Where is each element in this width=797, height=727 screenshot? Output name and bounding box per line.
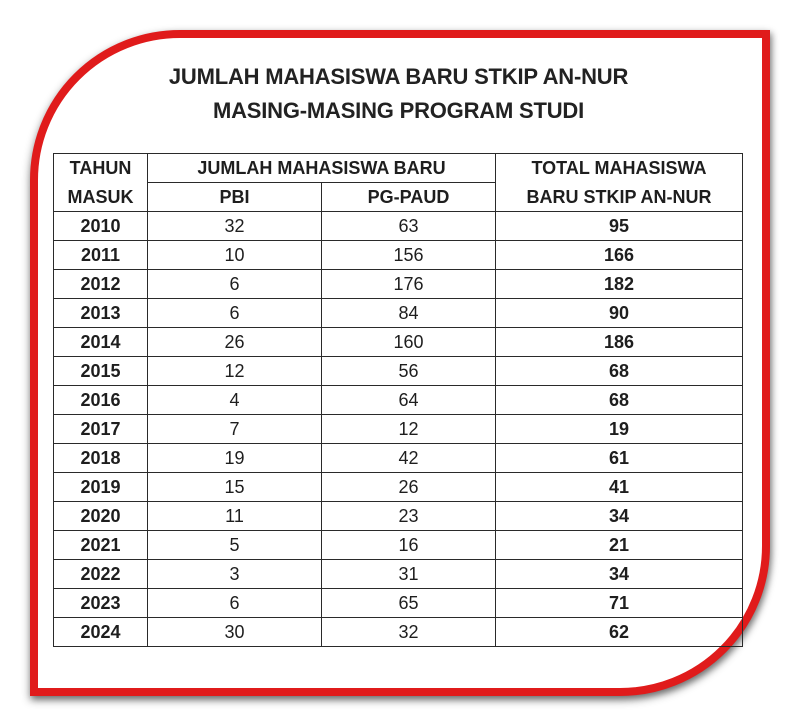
- pbi-cell: 4: [148, 386, 322, 415]
- pbi-cell: 11: [148, 502, 322, 531]
- total-cell: 182: [496, 270, 743, 299]
- table-row: [54, 386, 743, 415]
- header-total-line-1: TOTAL MAHASISWA: [496, 154, 743, 183]
- header-total-line-2: BARU STKIP AN-NUR: [496, 183, 743, 212]
- header-year-line-1: TAHUN: [54, 154, 148, 183]
- year-cell: 2019: [54, 473, 148, 502]
- year-cell: 2015: [54, 357, 148, 386]
- document-title-line-1: JUMLAH MAHASISWA BARU STKIP AN-NUR: [168, 64, 629, 89]
- pbi-cell: 15: [148, 473, 322, 502]
- table-row: [54, 241, 743, 270]
- pg-paud-cell: 160: [322, 328, 496, 357]
- pg-paud-cell: 26: [322, 473, 496, 502]
- total-cell: 34: [496, 560, 743, 589]
- table-header-row-1: [54, 154, 743, 183]
- pbi-cell: 19: [148, 444, 322, 473]
- total-cell: 71: [496, 589, 743, 618]
- year-cell: 2022: [54, 560, 148, 589]
- table-row: [54, 212, 743, 241]
- pbi-cell: 3: [148, 560, 322, 589]
- year-cell: 2013: [54, 299, 148, 328]
- year-cell: 2014: [54, 328, 148, 357]
- total-cell: 68: [496, 386, 743, 415]
- pg-paud-cell: 156: [322, 241, 496, 270]
- table-row: [54, 415, 743, 444]
- table-row: [54, 560, 743, 589]
- table-row: [54, 473, 743, 502]
- table-row: [54, 270, 743, 299]
- total-cell: 61: [496, 444, 743, 473]
- pg-paud-cell: 23: [322, 502, 496, 531]
- year-cell: 2010: [54, 212, 148, 241]
- student-enrollment-table: [53, 153, 743, 647]
- table-row: [54, 589, 743, 618]
- pg-paud-cell: 16: [322, 531, 496, 560]
- header-new-students-group: JUMLAH MAHASISWA BARU: [148, 154, 496, 183]
- pg-paud-cell: 31: [322, 560, 496, 589]
- year-cell: 2017: [54, 415, 148, 444]
- year-cell: 2023: [54, 589, 148, 618]
- pg-paud-cell: 64: [322, 386, 496, 415]
- pbi-cell: 5: [148, 531, 322, 560]
- pbi-cell: 30: [148, 618, 322, 647]
- total-cell: 166: [496, 241, 743, 270]
- year-cell: 2018: [54, 444, 148, 473]
- pg-paud-cell: 65: [322, 589, 496, 618]
- total-cell: 68: [496, 357, 743, 386]
- pbi-cell: 32: [148, 212, 322, 241]
- table-row: [54, 444, 743, 473]
- year-cell: 2011: [54, 241, 148, 270]
- table-row: [54, 328, 743, 357]
- table-row: [54, 502, 743, 531]
- pg-paud-cell: 176: [322, 270, 496, 299]
- year-cell: 2024: [54, 618, 148, 647]
- total-cell: 41: [496, 473, 743, 502]
- pbi-cell: 12: [148, 357, 322, 386]
- total-cell: 34: [496, 502, 743, 531]
- header-pg-paud: PG-PAUD: [322, 183, 496, 212]
- table-body: [54, 212, 743, 647]
- table-row: [54, 531, 743, 560]
- pbi-cell: 6: [148, 270, 322, 299]
- pbi-cell: 10: [148, 241, 322, 270]
- pg-paud-cell: 56: [322, 357, 496, 386]
- pg-paud-cell: 42: [322, 444, 496, 473]
- table-row: [54, 299, 743, 328]
- pbi-cell: 7: [148, 415, 322, 444]
- year-cell: 2016: [54, 386, 148, 415]
- year-cell: 2012: [54, 270, 148, 299]
- total-cell: 19: [496, 415, 743, 444]
- pg-paud-cell: 32: [322, 618, 496, 647]
- table-row: [54, 618, 743, 647]
- pbi-cell: 6: [148, 299, 322, 328]
- total-cell: 186: [496, 328, 743, 357]
- pbi-cell: 26: [148, 328, 322, 357]
- total-cell: 62: [496, 618, 743, 647]
- year-cell: 2021: [54, 531, 148, 560]
- header-pbi: PBI: [148, 183, 322, 212]
- pbi-cell: 6: [148, 589, 322, 618]
- total-cell: 90: [496, 299, 743, 328]
- year-cell: 2020: [54, 502, 148, 531]
- pg-paud-cell: 84: [322, 299, 496, 328]
- header-year-line-2: MASUK: [54, 183, 148, 212]
- table-row: [54, 357, 743, 386]
- total-cell: 95: [496, 212, 743, 241]
- total-cell: 21: [496, 531, 743, 560]
- pg-paud-cell: 63: [322, 212, 496, 241]
- pg-paud-cell: 12: [322, 415, 496, 444]
- table-header-row-2: [54, 183, 743, 212]
- document-title-line-2: MASING-MASING PROGRAM STUDI: [212, 98, 585, 123]
